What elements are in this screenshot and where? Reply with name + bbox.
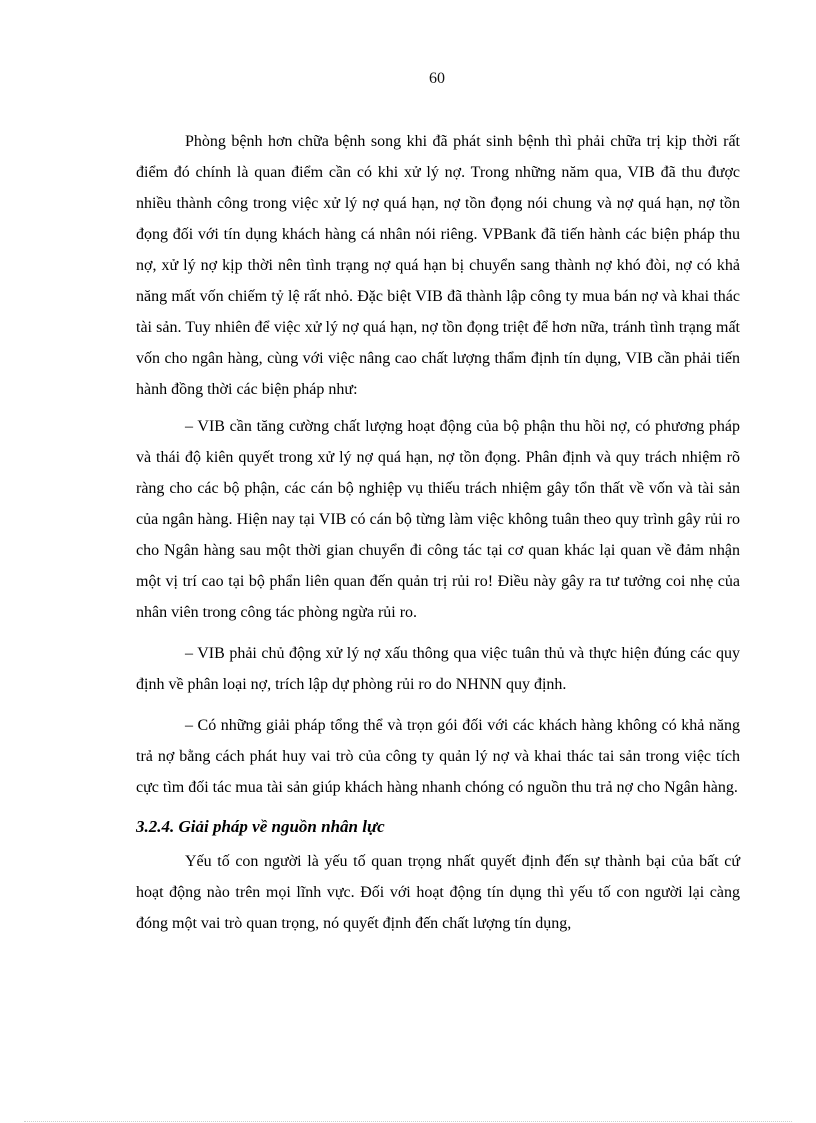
paragraph-human-resources: Yếu tố con người là yếu tố quan trọng nhất quyết định đến sự thành bại của bất cứ hoạt động nào trên mọi lĩnh vực. Đối với hoạt động tín dụng thì yếu tố con người lại càng đóng một vai trò quan trọng, nó quyết định đến chất lượng tín dụng, [136, 853, 740, 932]
paragraph-debt-prevention: Phòng bệnh hơn chữa bệnh song khi đã phát sinh bệnh thì phải chữa trị kịp thời rất điểm đó chính là quan điểm cần có khi xử lý nợ. Trong những năm qua, VIB đã thu được nhiều thành công trong việc xử lý nợ quá hạn, nợ tồn đọng nói chung và nợ quá hạn, nợ tồn đọng đối với tín dụng khách hàng cá nhân nói riêng. VPBank đã tiến hành các biện pháp thu nợ, xử lý nợ kịp thời nên tình trạng nợ quá hạn bị chuyển sang thành nợ khó đòi, nợ có khả năng mất vốn chiếm tỷ lệ rất nhỏ. Đặc biệt VIB đã thành lập công ty mua bán nợ và khai thác tài sản. Tuy nhiên để việc xử lý nợ quá hạn, nợ tồn đọng triệt để hơn nữa, tránh tình trạng mất vốn cho ngân hàng, cùng với việc nâng cao chất lượng thẩm định tín dụng, VIB cần phải tiến hành đồng thời các biện pháp như: [136, 133, 740, 398]
section-heading: 3.2.4. Giải pháp về nguồn nhân lực [136, 817, 385, 836]
paragraph-comprehensive-solutions: – Có những giải pháp tổng thể và trọn gói đối với các khách hàng không có khả năng trả nợ bằng cách phát huy vai trò của công ty quản lý nợ và khai thác tai sản trong việc tích cực tìm đối tác mua tài sản giúp khách hàng nhanh chóng có nguồn thu trả nợ cho Ngân hàng. [136, 717, 740, 796]
paragraph-debt-recovery-quality: – VIB cần tăng cường chất lượng hoạt động của bộ phận thu hồi nợ, có phương pháp và thái độ kiên quyết trong xử lý nợ quá hạn, nợ tồn đọng. Phân định và quy trách nhiệm rõ ràng cho các bộ phận, các cán bộ nghiệp vụ thiếu trách nhiệm gây tổn thất về vốn và tài sản của ngân hàng. Hiện nay tại VIB có cán bộ từng làm việc không tuân theo quy trình gây rủi ro cho Ngân hàng sau một thời gian chuyển đi công tác tại cơ quan khác lại quan về đảm nhận một vị trí cao tại bộ phẩn liên quan đến quản trị rủi ro! Điều này gây ra tư tưởng coi nhẹ của nhân viên trong công tác phòng ngừa rủi ro. [136, 418, 740, 621]
page-number: 60 [429, 70, 445, 87]
page-bottom-divider [24, 1121, 792, 1122]
document-body [136, 126, 740, 945]
paragraph-bad-debt-handling: – VIB phải chủ động xử lý nợ xấu thông qua việc tuân thủ và thực hiện đúng các quy định về phân loại nợ, trích lập dự phòng rủi ro do NHNN quy định. [136, 645, 740, 693]
